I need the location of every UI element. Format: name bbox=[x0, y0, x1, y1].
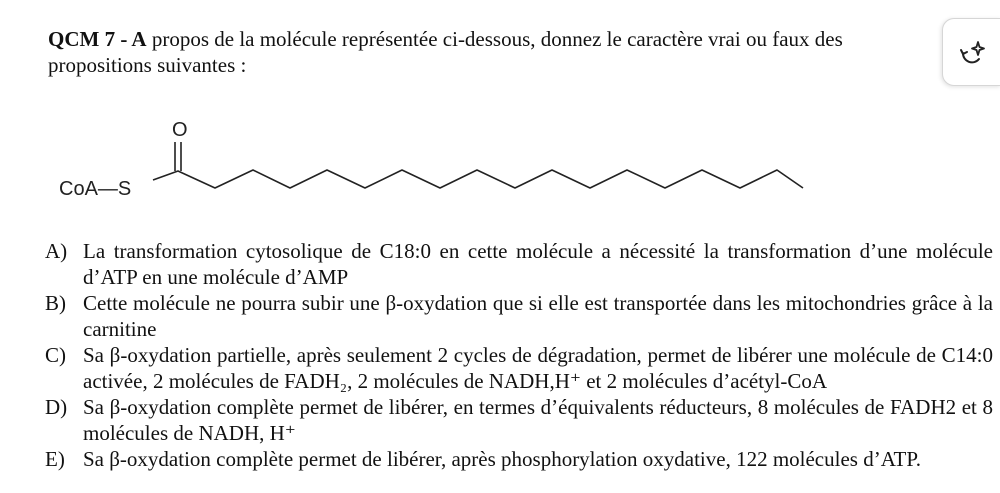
option-text: La transformation cytosolique de C18:0 en cette molécule a nécessité la transformation d’une molécule d’ATP en une molécule d’AMP bbox=[83, 239, 993, 289]
option-b bbox=[45, 290, 993, 342]
coa-s-label: CoA—S bbox=[59, 178, 132, 200]
ai-assist-button[interactable] bbox=[942, 18, 1000, 86]
option-letter: C) bbox=[45, 343, 66, 367]
option-text: Sa β-oxydation complète permet de libérer, après phosphorylation oxydative, 122 molécules d’ATP. bbox=[83, 447, 921, 471]
option-letter: B) bbox=[45, 291, 66, 315]
question-label: QCM 7 - A bbox=[48, 27, 147, 51]
option-text: Sa β-oxydation partielle, après seulement 2 cycles de dégradation, permet de libérer une molécule de C14:0 activée, 2 molécules de FADH₂, 2 molécules de NADH,H⁺ et 2 molécules d’acétyl-CoA bbox=[83, 343, 993, 393]
fatty-acid-chain bbox=[153, 170, 803, 188]
option-d bbox=[45, 394, 993, 446]
question-title bbox=[48, 26, 928, 78]
acyl-coa-structure bbox=[55, 108, 815, 208]
option-a bbox=[45, 238, 993, 290]
option-text: Cette molécule ne pourra subir une β-oxydation que si elle est transportée dans les mitochondries grâce à la carnitine bbox=[83, 291, 993, 341]
sparkle-refresh-icon bbox=[957, 39, 987, 67]
option-text: Sa β-oxydation complète permet de libérer, en termes d’équivalents réducteurs, 8 molécules de FADH2 et 8 molécules de NADH, H⁺ bbox=[83, 395, 993, 445]
option-e bbox=[45, 446, 993, 472]
options-list bbox=[45, 238, 993, 472]
option-letter: A) bbox=[45, 239, 68, 263]
option-letter: E) bbox=[45, 447, 65, 471]
oxygen-label: O bbox=[172, 119, 188, 141]
option-c bbox=[45, 342, 993, 394]
option-letter: D) bbox=[45, 395, 68, 419]
question-text: propos de la molécule représentée ci-dessous, donnez le caractère vrai ou faux des propositions suivantes : bbox=[48, 27, 843, 77]
